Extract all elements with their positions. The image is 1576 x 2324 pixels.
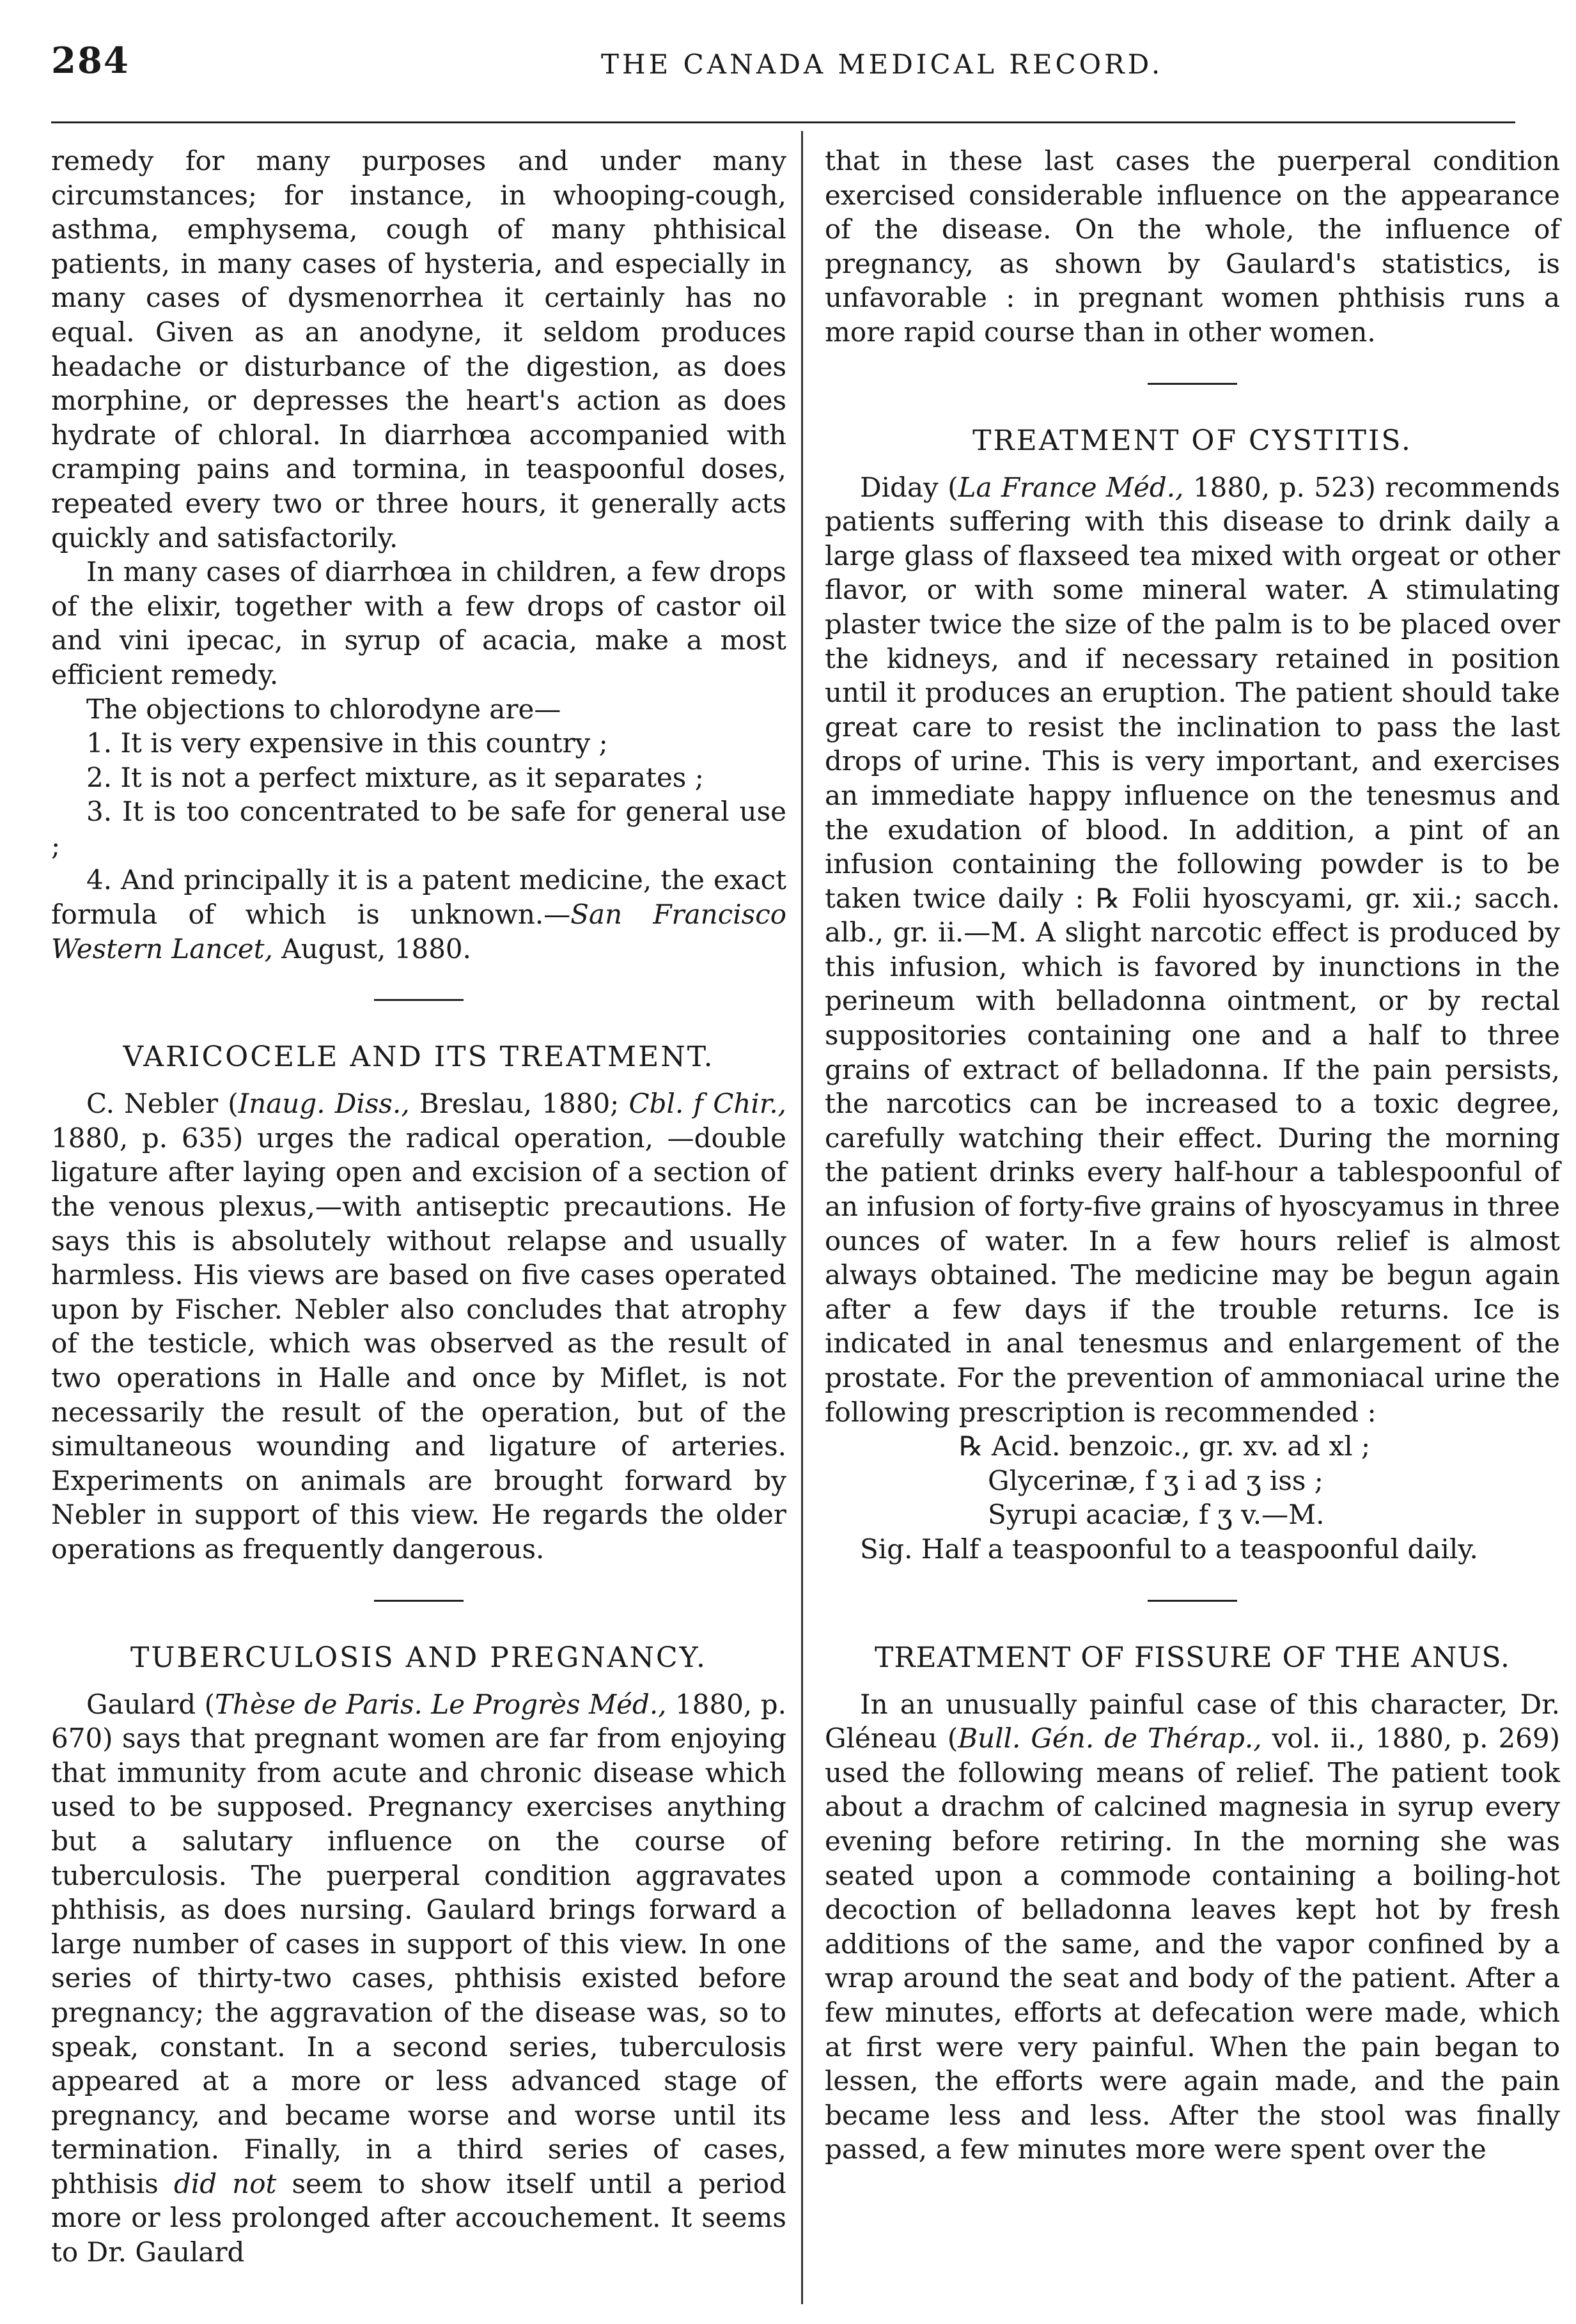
text-run: C. Nebler ( xyxy=(86,1088,238,1120)
objections-intro: The objections to chlorodyne are— xyxy=(86,693,561,725)
prescription-line: ℞ Acid. benzoic., gr. xv. ad xl ; xyxy=(959,1430,1371,1462)
header-rule xyxy=(51,121,1515,123)
source-date: August, 1880. xyxy=(272,933,471,964)
column-divider xyxy=(801,131,803,2304)
text-run: seem to show itself until a period more or less prolonged after accouchement. It seems to Dr. Gaulard xyxy=(51,2167,786,2268)
section-separator xyxy=(1148,383,1237,385)
section-heading-cystitis: TREATMENT OF CYSTITIS. xyxy=(972,424,1412,457)
prescription-line: Syrupi acaciæ, f ʒ v.—M. xyxy=(988,1499,1325,1531)
emphasis-italic: did not xyxy=(173,2167,277,2199)
citation-italic: Bull. Gén. de Thérap., xyxy=(958,1723,1262,1755)
objection-item: 1. It is very expensive in this country ; xyxy=(86,727,608,759)
fissure-paragraph xyxy=(825,1687,1560,2167)
citation-italic: Cbl. f Chir., xyxy=(628,1088,787,1120)
text-run: 1880, p. 670) says that pregnant women are far from enjoying that immunity from acute and chronic disease which used to be supposed. Pregnancy exercises anything but a salutary influence on the course of tuberculosis. The puerperal condition aggravates phthisis, as does nursing. Gaulard brings forward a large number of cases in support of this view. In one series of thirty-two cases, phthisis existed before pregnancy; the aggravation of the disease was, so to speak, constant. In a second series, tuberculosis appeared at a more or less advanced stage of pregnancy, and became worse and worse until its termination. Finally, in a third series of cases, phthisis xyxy=(51,1688,786,2199)
running-title: THE CANADA MEDICAL RECORD. xyxy=(601,49,1164,80)
text-run: In an unusually painful case of this character, Dr. Gléneau ( xyxy=(825,1688,1560,1755)
text-run: 1880, p. 635) urges the radical operation, —double ligature after laying open and excision of a section of the venous plexus,—with antiseptic precautions. He says this is absolutely without relapse and usually harmless. His views are based on five cases operated upon by Fischer. Nebler also concludes that atrophy of the testicle, which was observed as the result of two operations in Halle and once by Miflet, is not necessarily the result of the operation, but of the simultaneous wounding and ligature of arteries. Experiments on animals are brought forward by Nebler in support of this view. He regards the older operations as frequently dangerous. xyxy=(51,1122,786,1565)
section-separator xyxy=(374,999,464,1001)
text-run: Diday ( xyxy=(860,471,958,503)
section-heading-tuberculosis: TUBERCULOSIS AND PREGNANCY. xyxy=(130,1641,708,1674)
section-separator xyxy=(374,1600,464,1602)
citation-italic: La France Méd., xyxy=(958,471,1184,503)
source-citation: San Francisco Western Lancet, xyxy=(51,899,787,964)
section-heading-fissure: TREATMENT OF FISSURE OF THE ANUS. xyxy=(875,1641,1510,1674)
chlorodyne-paragraph-2: In many cases of diarrhœa in children, a few drops of the elixir, together with a few drops of castor oil and vini ipecac, in syrup of acacia, make a most efficient remedy. xyxy=(51,556,786,690)
text-run: 1880, p. 523) recommends patients suffering with this disease to drink daily a large glass of flaxseed tea mixed with orgeat or other flavor, or with some mineral water. A stimulating plaster twice the size of the palm is to be placed over the kidneys, and if necessary retained in position until it produces an eruption. The patient should take great care to resist the inclination to pass the last drops of urine. This is very important, and exercises an immediate happy influence on the tenesmus and the exudation of blood. In addition, a pint of an infusion containing the following powder is to be taken twice daily : ℞ Folii hyoscyami, gr. xii.; sacch. alb., gr. ii.—M. A slight narcotic effect is produced by this infusion, which is favored by inunctions in the perineum with belladonna ointment, or by rectal suppositories containing one and a half to three grains of extract of belladonna. If the pain persists, the narcotics can be increased to a toxic degree, carefully watching their effect. During the morning the patient drinks every half-hour a tablespoonful of an infusion of forty-five grains of hyoscyamus in three ounces of water. In a few hours relief is almost always obtained. The medicine may be begun again after a few days if the trouble returns. Ice is indicated in anal tenesmus and enlargement of the prostate. For the prevention of ammoniacal urine the following prescription is recommended : xyxy=(825,471,1561,1428)
prescription-signature: Sig. Half a teaspoonful to a teaspoonful daily. xyxy=(860,1533,1478,1565)
objection-4-text: 4. And principally it is a patent medicine, the exact formula of which is unknown.— xyxy=(51,864,786,931)
tuberculosis-continuation: that in these last cases the puerperal condition exercised considerable influence on the appearance of the disease. On the whole, the influence of pregnancy, as shown by Gaulard's statistics, is unfavorable : in pregnant women phthisis runs a more rapid course than in other women. xyxy=(825,145,1560,348)
page-header xyxy=(51,40,1515,97)
text-run: Breslau, 1880; xyxy=(409,1088,629,1120)
objection-item: 3. It is too concentrated to be safe for general use ; xyxy=(51,796,786,862)
prescription-line: Glycerinæ, f ʒ i ad ʒ iss ; xyxy=(988,1464,1323,1496)
section-heading-varicocele: VARICOCELE AND ITS TREATMENT. xyxy=(123,1041,715,1074)
varicocele-paragraph xyxy=(51,1087,786,1566)
page-number: 284 xyxy=(51,40,130,82)
left-column xyxy=(51,144,786,2270)
text-run: Gaulard ( xyxy=(86,1688,215,1720)
right-column xyxy=(825,144,1560,2167)
text-run: vol. ii., 1880, p. 269) used the following means of relief. The patient took about a drachm of calcined magnesia in syrup every evening before retiring. In the morning she was seated upon a commode containing a boiling-hot decoction of belladonna leaves kept hot by fresh additions of the same, and the vapor confined by a wrap around the seat and body of the patient. After a few minutes, efforts at defecation were made, which at first were very painful. When the pain began to lessen, the efforts were again made, and the pain became less and less. After the stool was finally passed, a few minutes more were spent over the xyxy=(825,1723,1560,2165)
section-separator xyxy=(1148,1600,1237,1602)
objection-item: 2. It is not a perfect mixture, as it separates ; xyxy=(86,761,704,793)
citation-italic: Thèse de Paris. Le Progrès Méd., xyxy=(214,1688,667,1720)
cystitis-paragraph xyxy=(825,470,1560,1430)
chlorodyne-paragraph-1: remedy for many purposes and under many circumstances; for instance, in whooping-cough, asthma, emphysema, cough of many phthisical patients, in many cases of hysteria, and especially in many cases of dysmenorrhea it certainly has no equal. Given as an anodyne, it seldom produces headache or disturbance of the digestion, as does morphine, or depresses the heart's action as does hydrate of chloral. In diarrhœa accompanied with cramping pains and tormina, in teaspoonful doses, repeated every two or three hours, it generally acts quickly and satisfactorily. xyxy=(51,145,786,554)
tuberculosis-paragraph xyxy=(51,1687,786,2270)
citation-italic: Inaug. Diss., xyxy=(238,1088,410,1120)
objection-item-4 xyxy=(51,863,786,966)
